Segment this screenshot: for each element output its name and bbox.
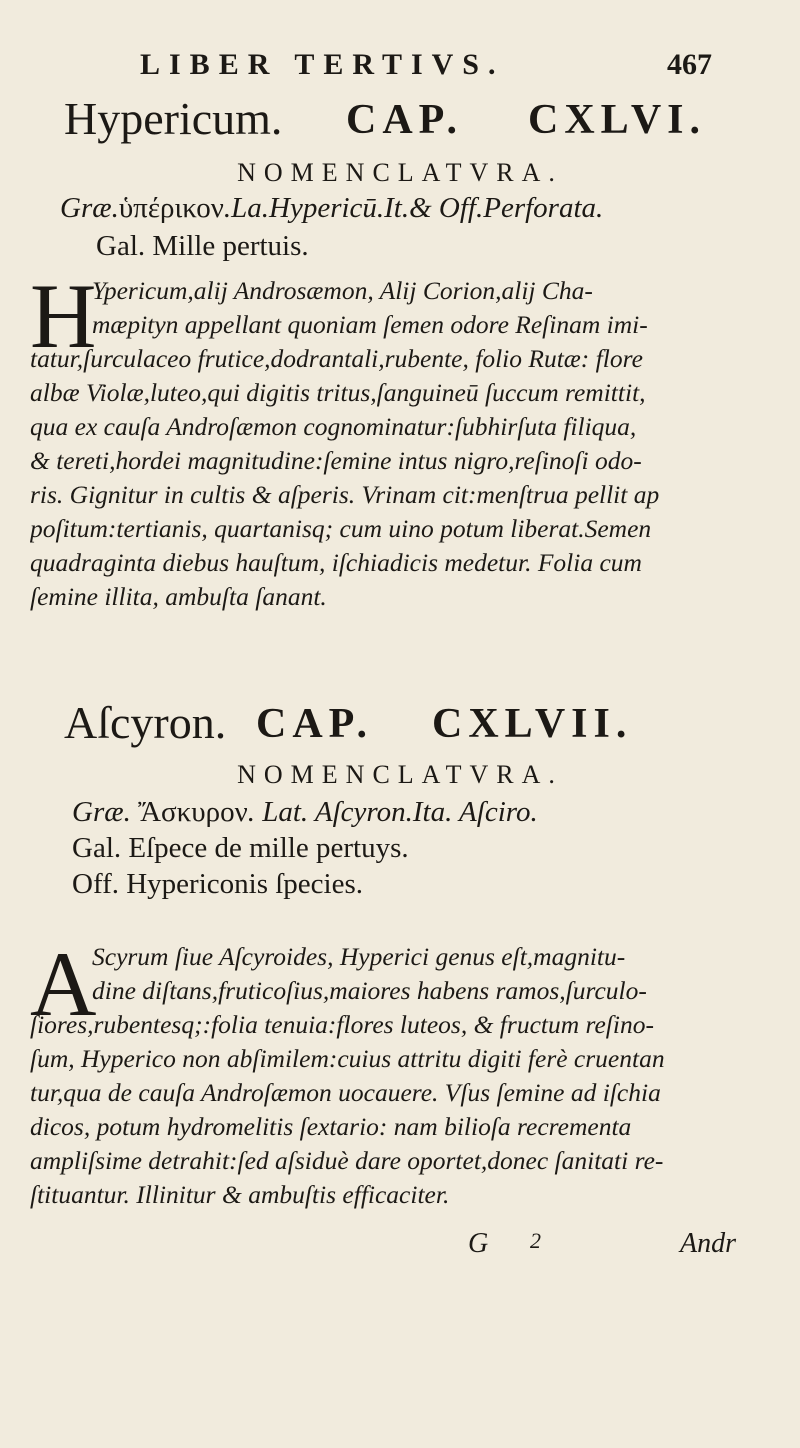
- chapter-heading-hypericum: [0, 92, 800, 152]
- greek-name: ὑπέρικον: [118, 192, 224, 224]
- nomenclatura-heading: NOMENCLATVRA.: [237, 158, 563, 187]
- text-line: tur,qua de cauſa Androſæmon uocauere. Vſus ſemine ad iſchia: [30, 1078, 661, 1107]
- chapter-cap-label: CAP.: [256, 701, 373, 747]
- chapter-heading-ascyron: [0, 696, 800, 756]
- synonyms-lead: Græ.: [60, 192, 119, 224]
- chapter-number: CXLVII.: [432, 701, 633, 747]
- synonyms-line: [72, 796, 538, 829]
- gallic-name-line: Gal. Mille pertuis.: [96, 230, 309, 262]
- catchline: [0, 1228, 800, 1268]
- gallic-name-line: Gal. Eſpece de mille pertuys.: [72, 832, 409, 864]
- drop-capital: A: [30, 933, 97, 1035]
- text-line: ris. Gignitur in cultis & aſperis. Vrinam cit:menſtrua pellit ap: [30, 480, 660, 509]
- text-line: ampliſsime detrahit:ſed aſsiduè dare oportet,donec ſanitati re-: [30, 1146, 664, 1175]
- running-head-title: LIBER TERTIVS.: [140, 48, 505, 81]
- text-line: Scyrum ſiue Aſcyroides, Hyperici genus eſt,magnitu-: [92, 942, 626, 971]
- chapter-number: CXLVI.: [528, 97, 706, 143]
- synonyms-line: [60, 192, 603, 225]
- running-head: [0, 44, 800, 84]
- text-line: ſemine illita, ambuſta ſanant.: [30, 582, 327, 611]
- text-line: Ypericum,alij Androsæmon, Alij Corion,alij Cha-: [92, 276, 593, 305]
- text-line: ſum, Hyperico non abſimilem:cuius attritu digiti ferè cruentan: [30, 1044, 665, 1073]
- page-number: 467: [667, 48, 712, 81]
- chapter-text-hypericum: [30, 265, 770, 614]
- text-line: dicos, potum hydromelitis ſextario: nam bilioſa recrementa: [30, 1112, 632, 1141]
- text-line: mæpityn appellant quoniam ſemen odore Reſinam imi-: [92, 310, 648, 339]
- synonyms-lead: Græ.: [72, 796, 131, 828]
- text-line: poſitum:tertianis, quartanisq; cum uino potum liberat.Semen: [30, 514, 652, 543]
- catchword: Andr: [680, 1228, 736, 1259]
- text-line: ſtituantur. Illinitur & ambuſtis efficaciter.: [30, 1180, 450, 1209]
- signature-mark: G: [468, 1228, 489, 1259]
- text-line: albæ Violæ,luteo,qui digitis tritus,ſanguineū ſuccum remittit,: [30, 378, 646, 407]
- chapter-text-ascyron: [30, 933, 770, 1212]
- text-line: quadraginta diebus hauſtum, iſchiadicis medetur. Folia cum: [30, 548, 642, 577]
- chapter-name: Hypericum.: [64, 93, 283, 144]
- nomenclatura-heading: NOMENCLATVRA.: [237, 760, 563, 789]
- greek-name: Ἄσκυρον: [138, 796, 248, 828]
- text-line: ſiores,rubentesq;:folia tenuia:flores luteos, & fructum reſino-: [30, 1010, 654, 1039]
- text-line: qua ex cauſa Androſæmon cognominatur:ſubhirſuta filiqua,: [30, 412, 637, 441]
- text-line: tatur,ſurculaceo frutice,dodrantali,rubente, folio Rutæ: flore: [30, 344, 643, 373]
- text-line: & tereti,hordei magnitudine:ſemine intus nigro,reſinoſi odo-: [30, 446, 642, 475]
- text-line: dine diſtans,fruticoſius,maiores habens ramos,ſurculo-: [92, 976, 647, 1005]
- synonyms-rest: .La.Hypericū.It.& Off.Perforata.: [223, 192, 604, 224]
- drop-capital: H: [30, 265, 97, 367]
- signature-number: 2: [530, 1228, 541, 1253]
- chapter-cap-label: CAP.: [346, 97, 463, 143]
- officinal-name-line: Off. Hypericonis ſpecies.: [72, 868, 363, 900]
- synonyms-rest: . Lat. Aſcyron.Ita. Aſciro.: [247, 796, 538, 828]
- chapter-name: Aſcyron.: [64, 697, 227, 748]
